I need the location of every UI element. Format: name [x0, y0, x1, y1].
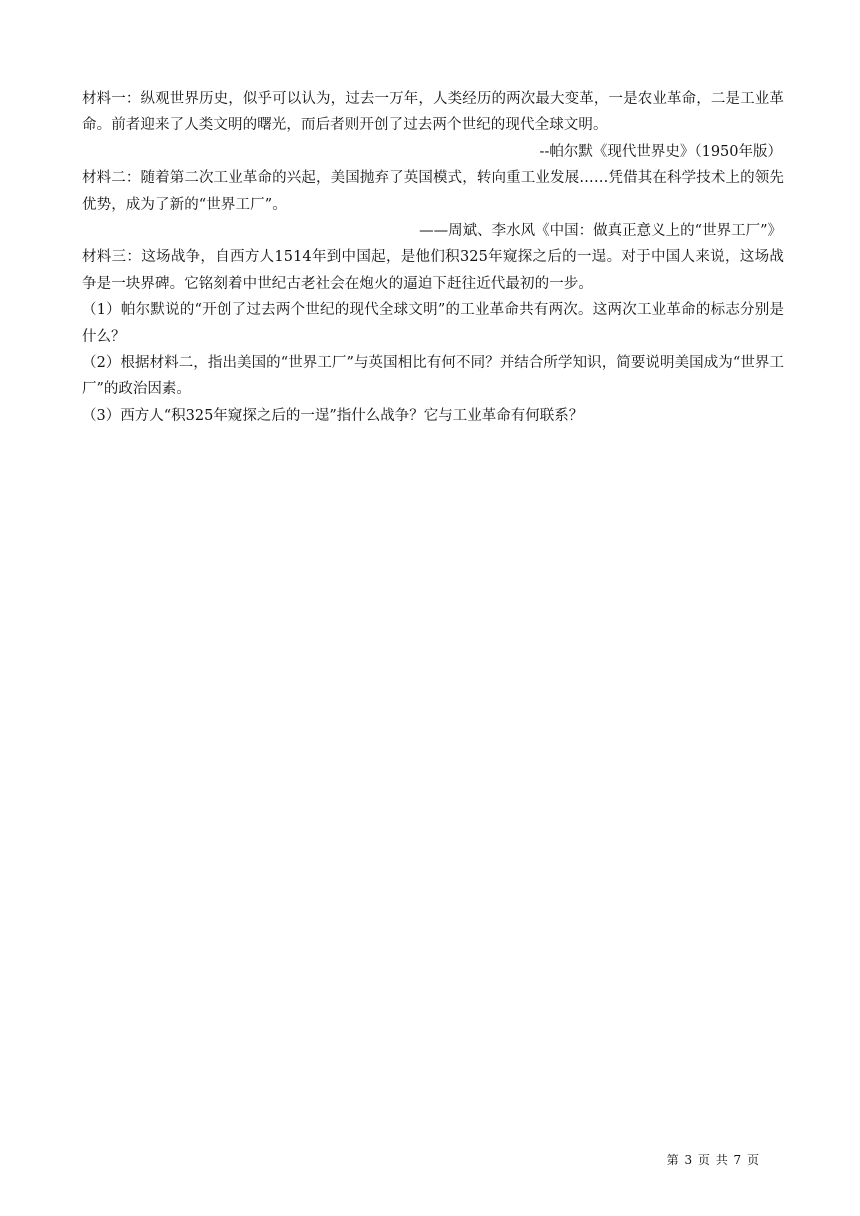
material-one-text: 材料一：纵观世界历史，似乎可以认为，过去一万年，人类经历的两次最大变革，一是农业革命，二是工业革命。前者迎来了人类文明的曙光，而后者则开创了过去两个世纪的现代全球文明。 [82, 91, 784, 134]
question-1: （1）帕尔默说的“开创了过去两个世纪的现代全球文明”的工业革命共有两次。这两次工业革命的标志分别是什么？ [82, 302, 784, 345]
question-2: （2）根据材料二，指出美国的“世界工厂”与英国相比有何不同？并结合所学知识，简要说明美国成为“世界工厂”的政治因素。 [82, 355, 784, 398]
material-two-source: ——周斌、李水风《中国：做真正意义上的“世界工厂”》 [419, 223, 782, 240]
document-body [82, 86, 784, 429]
material-one-source: --帕尔默《现代世界史》（1950年版） [539, 143, 782, 160]
material-three-text: 材料三：这场战争，自西方人1514年到中国起，是他们积325年窥探之后的一逞。对于中国人来说，这场战争是一块界碑。它铭刻着中世纪古老社会在炮火的逼迫下赶往近代最初的一步。 [82, 249, 784, 292]
page-number: 第 3 页 共 7 页 [666, 1153, 760, 1167]
question-3: （3）西方人“积325年窥探之后的一逞”指什么战争？它与工业革命有何联系？ [82, 407, 584, 424]
material-two-text: 材料二：随着第二次工业革命的兴起，美国抛弃了英国模式，转向重工业发展……凭借其在科学技术上的领先优势，成为了新的“世界工厂”。 [82, 170, 784, 213]
